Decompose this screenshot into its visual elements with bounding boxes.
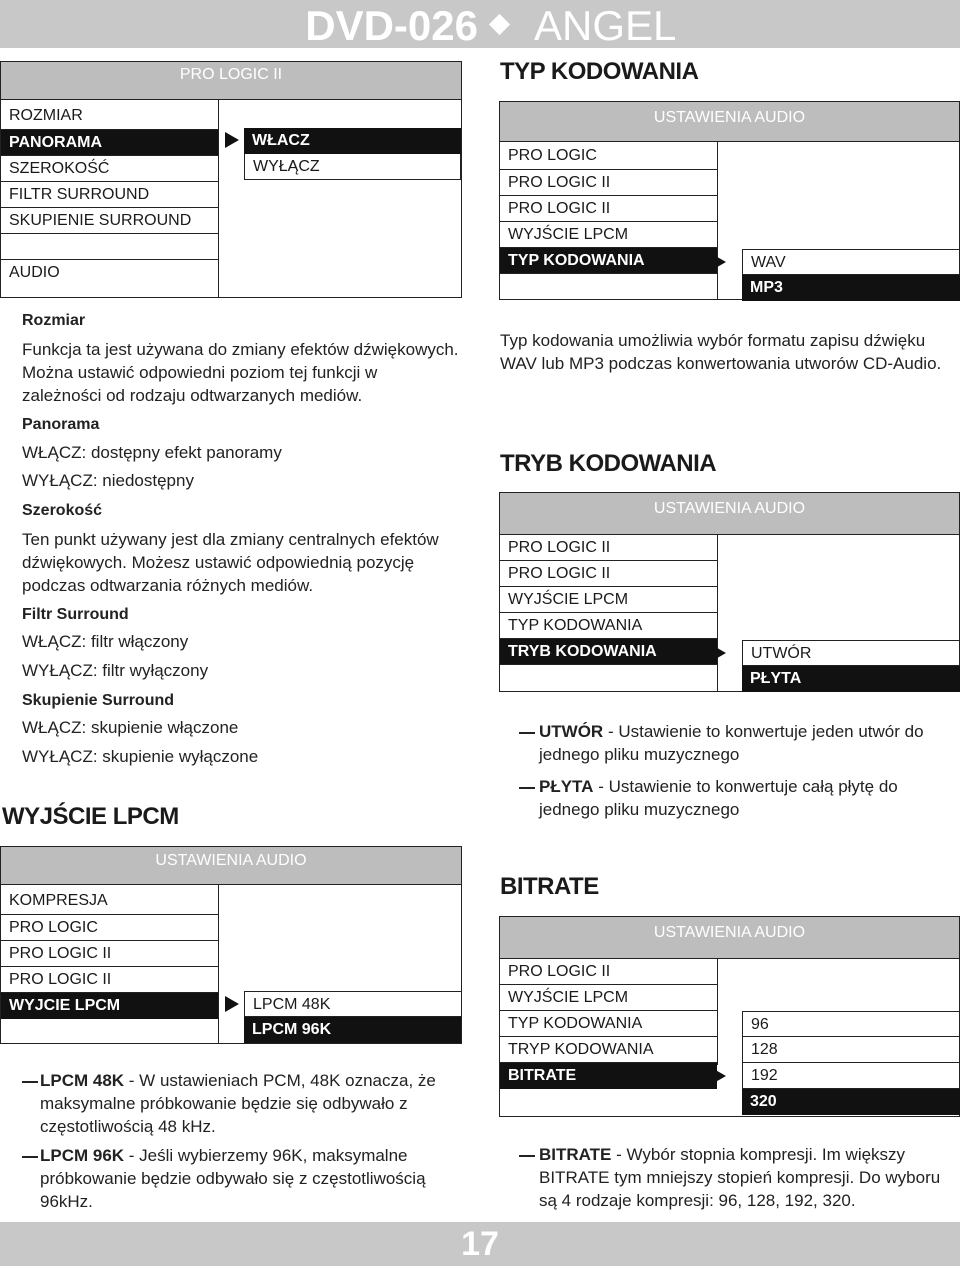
- bullet-dash: [22, 1081, 38, 1083]
- plyta-term: PŁYTA: [539, 777, 594, 796]
- panorama-title: Panorama: [22, 416, 100, 433]
- option-192[interactable]: 192: [742, 1063, 960, 1089]
- filtr-on: WŁĄCZ: filtr włączony: [22, 632, 189, 651]
- menu-item-typ-kodowania[interactable]: TYP KODOWANIA: [500, 1011, 717, 1037]
- menu-item-pro-logic-ii-2[interactable]: PRO LOGIC II: [500, 561, 717, 587]
- menu-item-wyjscie-lpcm[interactable]: WYJCIE LPCM: [1, 993, 218, 1019]
- lpcm-48k-term: LPCM 48K: [40, 1071, 125, 1090]
- option-wlacz[interactable]: WŁACZ: [244, 128, 461, 154]
- diamond-icon: [489, 14, 510, 35]
- menu-item-pro-logic-ii[interactable]: PRO LOGIC II: [1, 941, 218, 967]
- option-320[interactable]: 320: [742, 1089, 960, 1115]
- menu-items-column: [1, 100, 219, 297]
- bitrate-menu: [499, 916, 960, 1117]
- bullet-dash: [519, 1155, 535, 1157]
- bullet-dash: [519, 787, 535, 789]
- menu-title: USTAWIENIA AUDIO: [500, 917, 959, 959]
- utwor-term: UTWÓR: [539, 722, 604, 741]
- bitrate-desc: [539, 1143, 957, 1212]
- lpcm-menu: [0, 846, 462, 1044]
- menu-title: USTAWIENIA AUDIO: [1, 847, 461, 885]
- option-lpcm-48k[interactable]: LPCM 48K: [244, 991, 461, 1017]
- skupienie-on: WŁĄCZ: skupienie włączone: [22, 718, 239, 737]
- menu-item-kompresja[interactable]: KOMPRESJA: [1, 887, 218, 915]
- pro-logic-ii-menu: [0, 61, 462, 298]
- option-utwor[interactable]: UTWÓR: [742, 640, 960, 666]
- menu-item-pro-logic-ii-2[interactable]: PRO LOGIC II: [1, 967, 218, 993]
- arrow-right-icon: [225, 132, 239, 148]
- typ-text: Typ kodowania umożliwia wybór formatu zapisu dźwięku WAV lub MP3 podczas konwertowania utworów CD-Audio.: [500, 331, 942, 373]
- menu-item-pro-logic[interactable]: PRO LOGIC: [500, 142, 717, 170]
- menu-title: PRO LOGIC II: [1, 62, 461, 100]
- tryb-kodowania-menu: [499, 492, 960, 692]
- lpcm-96k-text: - Jeśli wybierzemy 96K, maksymalne próbkowanie będzie odbywało się z częstotliwością 96kHz.: [40, 1146, 426, 1211]
- tryb-heading: TRYB KODOWANIA: [500, 450, 717, 477]
- lpcm-48k-desc: [40, 1069, 450, 1138]
- bitrate-term: BITRATE: [539, 1145, 612, 1164]
- menu-item-pro-logic[interactable]: PRO LOGIC: [1, 915, 218, 941]
- bitrate-heading: BITRATE: [500, 873, 599, 900]
- rozmiar-text: Funkcja ta jest używana do zmiany efektów dźwiękowych. Można ustawić odpowiedni poziom tej funkcji w zależności od rodzaju odtwarzanych mediów.: [22, 340, 459, 405]
- menu-item-rozmiar[interactable]: ROZMIAR: [1, 102, 218, 130]
- panorama-on: WŁĄCZ: dostępny efekt panoramy: [22, 443, 282, 462]
- menu-item-pro-logic-ii[interactable]: PRO LOGIC II: [500, 170, 717, 196]
- skupienie-off: WYŁĄCZ: skupienie wyłączone: [22, 747, 259, 766]
- menu-item-szerokosc[interactable]: SZEROKOŚĆ: [1, 156, 218, 182]
- typ-heading: TYP KODOWANIA: [500, 58, 699, 85]
- plyta-desc: [539, 775, 949, 821]
- utwor-text: - Ustawienie to konwertuje jeden utwór do jednego pliku muzycznego: [539, 722, 924, 764]
- option-128[interactable]: 128: [742, 1037, 960, 1063]
- lpcm-heading: WYJŚCIE LPCM: [2, 803, 179, 830]
- bullet-dash: [22, 1156, 38, 1158]
- menu-item-skupienie-surround[interactable]: SKUPIENIE SURROUND: [1, 208, 218, 234]
- option-mp3[interactable]: MP3: [742, 275, 960, 301]
- menu-items-column: [500, 142, 718, 299]
- brand-name: DVD-026: [305, 2, 478, 49]
- skupienie-title: Skupienie Surround: [22, 692, 175, 709]
- option-96[interactable]: 96: [742, 1011, 960, 1037]
- menu-item-typ-kodowania[interactable]: TYP KODOWANIA: [500, 248, 717, 274]
- page-number: 17: [461, 1225, 499, 1263]
- menu-item-filtr-surround[interactable]: FILTR SURROUND: [1, 182, 218, 208]
- option-wav[interactable]: WAV: [742, 249, 960, 275]
- bitrate-text: - Wybór stopnia kompresji. Im większy BITRATE tym mniejszy stopień kompresji. Do wyboru są 4 rodzaje kompresji: 96, 128, 192, 320.: [539, 1145, 941, 1210]
- menu-item-tryp-kodowania[interactable]: TRYP KODOWANIA: [500, 1037, 717, 1063]
- plyta-text: - Ustawienie to konwertuje całą płytę do jednego pliku muzycznego: [539, 777, 898, 819]
- menu-item-tryb-kodowania[interactable]: TRYB KODOWANIA: [500, 639, 717, 665]
- menu-items-column: [500, 535, 718, 691]
- menu-item-audio[interactable]: AUDIO: [9, 264, 60, 281]
- menu-title: USTAWIENIA AUDIO: [500, 102, 959, 142]
- menu-item-pro-logic-ii[interactable]: PRO LOGIC II: [500, 959, 717, 985]
- model-name: ANGEL: [534, 2, 677, 49]
- page-footer: [0, 1222, 960, 1266]
- lpcm-96k-desc: [40, 1144, 455, 1213]
- menu-items-column: [1, 885, 219, 1043]
- arrow-right-icon: [712, 254, 726, 270]
- menu-items-column: [500, 959, 718, 1084]
- lpcm-48k-text: - W ustawieniach PCM, 48K oznacza, że maksymalne próbkowanie będzie się odbywało z częstotliwością 48 kHz.: [40, 1071, 436, 1136]
- filtr-off: WYŁĄCZ: filtr wyłączony: [22, 661, 209, 680]
- menu-item-pro-logic-ii-2[interactable]: PRO LOGIC II: [500, 196, 717, 222]
- rozmiar-title: Rozmiar: [22, 312, 86, 329]
- menu-item-typ-kodowania[interactable]: TYP KODOWANIA: [500, 613, 717, 639]
- menu-item-wyjscie-lpcm[interactable]: WYJŚCIE LPCM: [500, 222, 717, 248]
- lpcm-96k-term: LPCM 96K: [40, 1146, 125, 1165]
- arrow-right-icon: [712, 1068, 726, 1084]
- menu-item-empty: [1, 234, 218, 260]
- menu-item-bitrate[interactable]: BITRATE: [500, 1063, 717, 1089]
- arrow-right-icon: [225, 996, 239, 1012]
- option-lpcm-96k[interactable]: LPCM 96K: [244, 1017, 461, 1043]
- panorama-off: WYŁĄCZ: niedostępny: [22, 471, 194, 490]
- szerokosc-title: Szerokość: [22, 502, 103, 519]
- bullet-dash: [519, 732, 535, 734]
- typ-kodowania-menu: [499, 101, 960, 300]
- menu-item-panorama[interactable]: PANORAMA: [1, 130, 218, 156]
- menu-item-wyjscie-lpcm[interactable]: WYJŚCIE LPCM: [500, 985, 717, 1011]
- option-plyta[interactable]: PŁYTA: [742, 666, 960, 692]
- menu-item-pro-logic-ii[interactable]: PRO LOGIC II: [500, 535, 717, 561]
- page-header: [0, 0, 960, 48]
- szerokosc-text: Ten punkt używany jest dla zmiany centralnych efektów dźwiękowych. Możesz ustawić odpowiednią pozycję podczas odtwarzania różnych mediów.: [22, 530, 439, 595]
- menu-title: USTAWIENIA AUDIO: [500, 493, 959, 535]
- filtr-title: Filtr Surround: [22, 606, 129, 623]
- arrow-right-icon: [712, 645, 726, 661]
- option-wylacz[interactable]: WYŁĄCZ: [244, 154, 461, 180]
- menu-item-wyjscie-lpcm[interactable]: WYJŚCIE LPCM: [500, 587, 717, 613]
- utwor-desc: [539, 720, 949, 766]
